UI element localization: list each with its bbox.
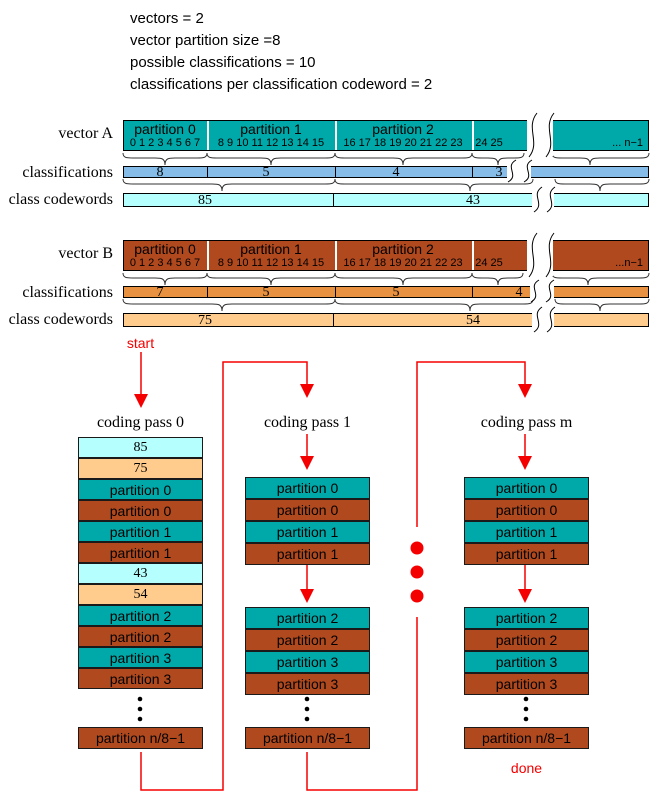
coding-pass-1-group-2 — [245, 607, 370, 695]
partition-label: partition 0 — [134, 241, 196, 257]
partition-label: partition 2 — [372, 121, 434, 137]
cell-divider — [335, 287, 336, 297]
coding-pass-0-label: coding pass 0 — [96, 414, 185, 431]
stack-row: 85 — [78, 437, 203, 458]
vector-a-codewords-bar — [123, 193, 649, 207]
sample-indices: 8 9 10 11 12 13 14 15 — [217, 137, 325, 149]
codeword-value: 85 — [198, 193, 212, 208]
classification-value: 4 — [392, 165, 400, 180]
cell-divider — [472, 167, 473, 177]
parameter-list — [130, 8, 432, 96]
partition-divider — [207, 241, 209, 270]
cell-divider — [472, 287, 473, 297]
stack-final-row: partition n/8−1 — [245, 727, 370, 749]
cell-divider — [335, 167, 336, 177]
partition-label: partition 1 — [240, 241, 302, 257]
stack-row: partition 1 — [245, 521, 370, 543]
stack-row: partition 0 — [464, 477, 589, 499]
coding-pass-m-group-1 — [464, 477, 589, 565]
stack-row: partition 0 — [78, 479, 203, 500]
stack-row: partition 2 — [78, 626, 203, 647]
coding-pass-m-label: coding pass m — [480, 414, 573, 431]
classification-value: 3 — [495, 165, 503, 180]
partition-divider — [472, 241, 474, 270]
stack-row: partition 0 — [245, 477, 370, 499]
classification-value: 7 — [156, 285, 164, 300]
partition-divider — [207, 121, 209, 150]
classification-value: 5 — [392, 285, 400, 300]
sample-indices: 24 25 — [475, 137, 503, 149]
stack-row: partition 3 — [78, 668, 203, 689]
partition-divider — [335, 241, 337, 270]
coding-pass-1-label: coding pass 1 — [263, 414, 352, 431]
stack-ellipsis-dots — [138, 697, 529, 722]
classification-value: 8 — [156, 165, 164, 180]
vector-a-codewords-label: class codewords — [8, 191, 113, 208]
stack-row: partition 3 — [245, 673, 370, 695]
stack-row: partition 1 — [78, 521, 203, 542]
cell-divider — [207, 287, 208, 297]
vector-tail: ...n−1 — [615, 257, 643, 269]
stack-row: 54 — [78, 584, 203, 605]
vector-b-codewords-label: class codewords — [8, 311, 113, 328]
sample-indices: 0 1 2 3 4 5 6 7 — [129, 137, 201, 149]
codeword-value: 54 — [466, 313, 480, 328]
stack-row: 75 — [78, 458, 203, 479]
pass-ellipsis-dots-red — [411, 542, 424, 603]
stack-row: 43 — [78, 563, 203, 584]
cell-divider — [207, 167, 208, 177]
vector-a-label: vector A — [58, 125, 113, 142]
sample-indices: 24 25 — [475, 257, 503, 269]
coding-pass-m-group-2 — [464, 607, 589, 695]
vector-b-classifications-bar — [123, 286, 649, 298]
classification-value: 5 — [262, 165, 270, 180]
stack-row: partition 0 — [245, 499, 370, 521]
partition-divider — [472, 121, 474, 150]
param-codeword: classifications per classification codeword = 2 — [130, 76, 433, 93]
stack-final-row: partition n/8−1 — [78, 727, 203, 749]
stack-row: partition 2 — [464, 629, 589, 651]
classification-value: 5 — [262, 285, 270, 300]
stack-row: partition 0 — [78, 500, 203, 521]
partition-label: partition 1 — [240, 121, 302, 137]
stack-row: partition 3 — [464, 673, 589, 695]
codeword-value: 75 — [198, 313, 212, 328]
sample-indices: 16 17 18 19 20 21 22 23 — [343, 137, 463, 149]
stack-row: partition 2 — [245, 629, 370, 651]
sample-indices: 8 9 10 11 12 13 14 15 — [217, 257, 325, 269]
stack-row: partition 1 — [464, 543, 589, 565]
coding-pass-0-stack — [78, 437, 203, 689]
cell-divider — [333, 314, 334, 326]
stack-row: partition 2 — [78, 605, 203, 626]
start-label: start — [126, 335, 155, 351]
vector-tail: ... n−1 — [612, 137, 643, 149]
vector-b-bar — [123, 240, 649, 271]
vector-b-label: vector B — [58, 245, 113, 262]
stack-row: partition 3 — [78, 647, 203, 668]
stack-row: partition 1 — [464, 521, 589, 543]
vector-b-classifications-label: classifications — [22, 284, 113, 301]
cell-divider — [333, 194, 334, 206]
stack-final-row: partition n/8−1 — [464, 727, 589, 749]
param-classifications: possible classifications = 10 — [130, 54, 316, 71]
codeword-value: 43 — [466, 193, 480, 208]
vector-a-classifications-bar — [123, 166, 649, 178]
stack-row: partition 2 — [464, 607, 589, 629]
classification-value: 4 — [515, 285, 523, 300]
stack-row: partition 3 — [464, 651, 589, 673]
stack-row: partition 1 — [78, 542, 203, 563]
param-vectors: vectors = 2 — [130, 10, 204, 27]
partition-label: partition 0 — [134, 121, 196, 137]
coding-pass-1-group-1 — [245, 477, 370, 565]
done-label: done — [510, 760, 543, 776]
partition-label: partition 2 — [372, 241, 434, 257]
stack-row: partition 3 — [245, 651, 370, 673]
partition-divider — [335, 121, 337, 150]
stack-row: partition 0 — [464, 499, 589, 521]
vector-a-classifications-label: classifications — [22, 164, 113, 181]
param-partition-size: vector partition size =8 — [130, 32, 281, 49]
vector-a-bar — [123, 120, 649, 151]
sample-indices: 16 17 18 19 20 21 22 23 — [343, 257, 463, 269]
stack-row: partition 1 — [245, 543, 370, 565]
sample-indices: 0 1 2 3 4 5 6 7 — [129, 257, 201, 269]
vector-b-codewords-bar — [123, 313, 649, 327]
stack-row: partition 2 — [245, 607, 370, 629]
